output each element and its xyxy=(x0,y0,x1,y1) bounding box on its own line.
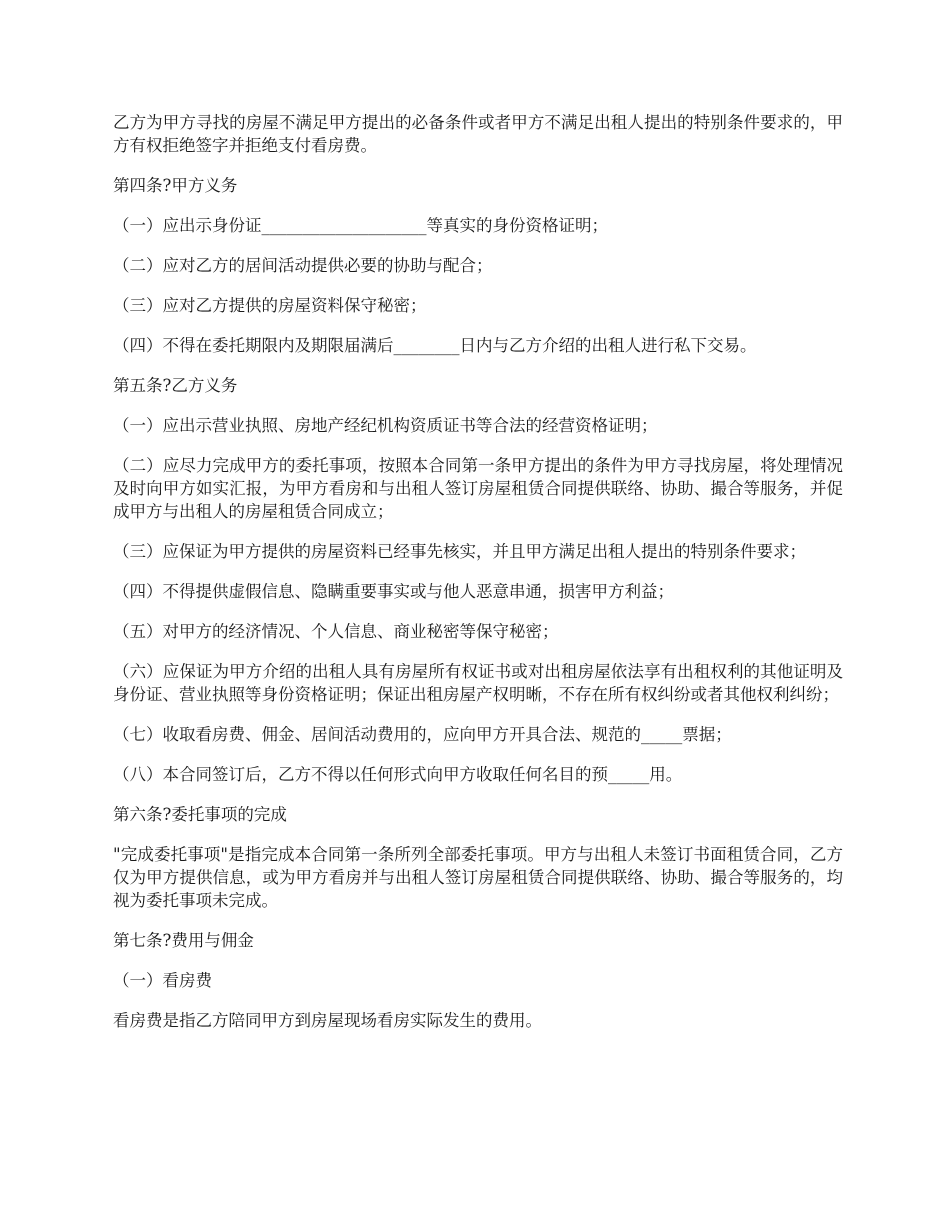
heading-article-5: 第五条?乙方义务 xyxy=(113,376,238,395)
article-5-item-1: （一）应出示营业执照、房地产经纪机构资质证书等合法的经营资格证明； xyxy=(113,416,658,435)
article-4-item-2: （二）应对乙方的居间活动提供必要的协助与配合； xyxy=(113,256,493,275)
article-5-item-6: （六）应保证为甲方介绍的出租人具有房屋所有权证书或对出租房屋依法享有出租权利的其他证明及身份证、营业执照等身份资格证明；保证出租房屋产权明晰，不存在所有权纠纷或者其他权利纠纷； xyxy=(113,662,843,704)
article-7-item-1-title: （一）看房费 xyxy=(113,971,212,990)
document-body xyxy=(113,111,843,1049)
article-5-item-8: （八）本合同签订后，乙方不得以任何形式向甲方收取任何名目的预_____用。 xyxy=(113,765,683,784)
article-5-item-3: （三）应保证为甲方提供的房屋资料已经事先核实，并且甲方满足出租人提出的特别条件要求； xyxy=(113,542,806,561)
article-5-item-4: （四）不得提供虚假信息、隐瞒重要事实或与他人恶意串通，损害甲方利益； xyxy=(113,582,674,601)
heading-article-7: 第七条?费用与佣金 xyxy=(113,931,254,950)
article-5-item-7: （七）收取看房费、佣金、居间活动费用的，应向甲方开具合法、规范的_____票据； xyxy=(113,725,732,744)
article-5-item-5: （五）对甲方的经济情况、个人信息、商业秘密等保守秘密； xyxy=(113,622,559,641)
article-6-definition: "完成委托事项"是指完成本合同第一条所列全部委托事项。甲方与出租人未签订书面租赁合同，乙方仅为甲方提供信息，或为甲方看房并与出租人签订房屋租赁合同提供联络、协助、撮合等服务的，均视为委托事项未完成。 xyxy=(113,845,843,910)
article-4-item-4: （四）不得在委托期限内及期限届满后________日内与乙方介绍的出租人进行私下交易。 xyxy=(113,336,757,355)
article-4-item-1: （一）应出示身份证____________________等真实的身份资格证明； xyxy=(113,216,608,235)
paragraph-rejection-right: 乙方为甲方寻找的房屋不满足甲方提出的必备条件或者甲方不满足出租人提出的特别条件要求的，甲方有权拒绝签字并拒绝支付看房费。 xyxy=(113,113,843,155)
heading-article-4: 第四条?甲方义务 xyxy=(113,176,238,195)
heading-article-6: 第六条?委托事项的完成 xyxy=(113,805,287,824)
article-7-viewing-fee-definition: 看房费是指乙方陪同甲方到房屋现场看房实际发生的费用。 xyxy=(113,1011,542,1030)
article-4-item-3: （三）应对乙方提供的房屋资料保守秘密； xyxy=(113,296,427,315)
article-5-item-2: （二）应尽力完成甲方的委托事项，按照本合同第一条甲方提出的条件为甲方寻找房屋，将处理情况及时向甲方如实汇报，为甲方看房和与出租人签订房屋租赁合同提供联络、协助、撮合等服务，并促成甲方与出租人的房屋租赁合同成立； xyxy=(113,456,843,521)
